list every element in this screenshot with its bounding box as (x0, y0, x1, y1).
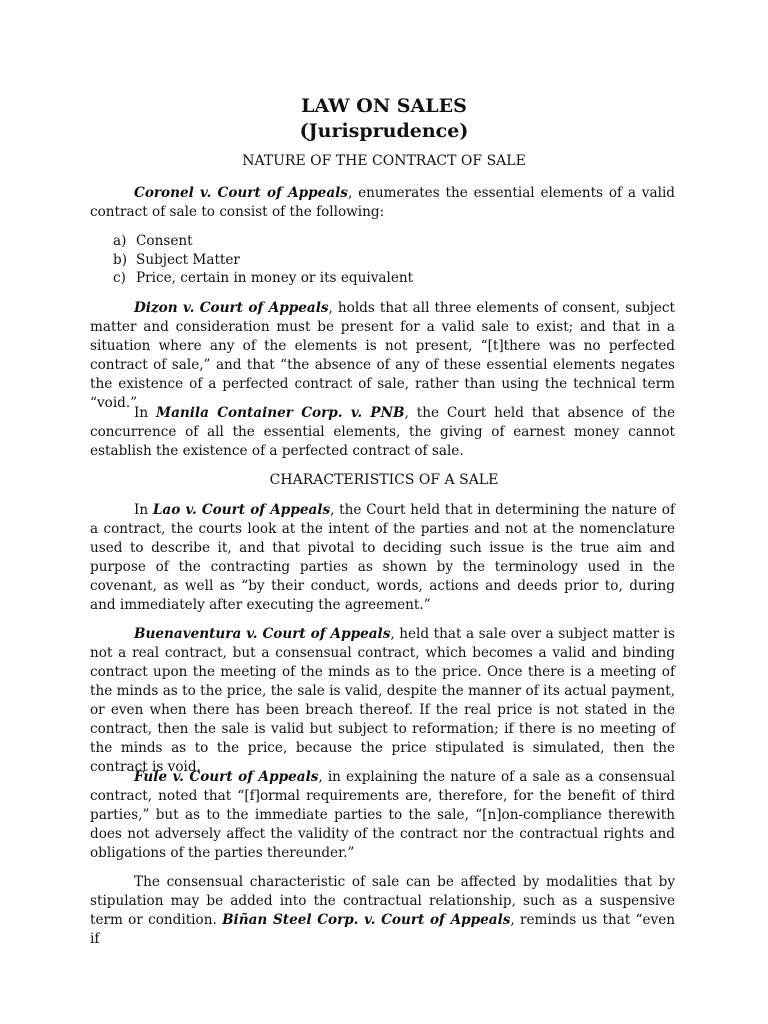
list-item-text: Consent (136, 233, 193, 249)
case-name-coronel: Coronel v. Court of Appeals (134, 185, 348, 201)
case-name-buenaventura: Buenaventura v. Court of Appeals (134, 626, 391, 642)
paragraph-text: , held that a sale over a subject matter is not a real contract, but a consensual contract, which becomes a valid and binding contract upon the meeting of the minds as to the price. Once there is a meeting of the minds as to the price, the sale is valid, despite the manner of its actual payment, or even when there has been breach thereof. If the real price is not stated in the contract, then the sale is valid but subject to reformation; if there is no meeting of the minds as to the price, because the price stipulated is simulated, then the contract is void. (90, 626, 675, 775)
paragraph-dizon (90, 299, 675, 413)
list-item (113, 251, 673, 270)
document-title: LAW ON SALES (301, 95, 467, 117)
case-name-fule: Fule v. Court of Appeals (134, 769, 319, 785)
list-item (113, 232, 673, 251)
paragraph-binan (90, 873, 675, 949)
paragraph-coronel (90, 184, 675, 222)
paragraph-text: , the Court held that absence of the concurrence of all the essential elements, the giving of earnest money cannot establish the existence of a perfected contract of sale. (90, 405, 676, 459)
case-name-lao: Lao v. Court of Appeals (152, 502, 331, 518)
list-item-text: Subject Matter (136, 251, 240, 268)
list-marker: c) (113, 270, 126, 286)
list-item-text: Price, certain in money or its equivalent (136, 270, 414, 286)
elements-list (113, 232, 673, 288)
paragraph-fule (90, 768, 675, 863)
paragraph-manila-container (90, 404, 675, 461)
paragraph-text: The consensual characteristic of sale can be affected by modalities that by stipulation may be added into the contractual relationship, such as a suspensive term or condition. (90, 874, 675, 928)
list-marker: a) (113, 233, 127, 249)
list-marker: b) (113, 251, 128, 268)
paragraph-prefix: In (134, 502, 153, 518)
case-name-dizon: Dizon v. Court of Appeals (134, 300, 329, 316)
paragraph-lao (90, 501, 675, 615)
section-heading-nature: NATURE OF THE CONTRACT OF SALE (242, 153, 526, 169)
document-subtitle: (Jurisprudence) (299, 120, 469, 142)
paragraph-text: , in explaining the nature of a sale as a consensual contract, noted that “[f]ormal requirements are, therefore, for the benefit of third parties,” but as to the immediate parties to the sale, “[n]on-compliance therewith does not adversely affect the validity of the contract nor the contractual rights and obligations of the parties thereunder.” (90, 769, 675, 861)
paragraph-text: , enumerates the essential elements of a valid contract of sale to consist of the following: (90, 185, 675, 220)
paragraph-suffix: , reminds us that “even if (90, 912, 676, 947)
paragraph-buenaventura (90, 625, 675, 777)
paragraph-prefix: In (134, 405, 157, 421)
case-name-manila-container: Manila Container Corp. v. PNB (156, 405, 405, 421)
paragraph-text: , holds that all three elements of consent, subject matter and consideration must be present for a valid sale to exist; and that in a situation where any of the elements is not present, “[t]there was no perfected contract of sale,” and that “the absence of any of these essential elements negates the existence of a perfected contract of sale, rather than using the technical term “void.” (90, 300, 675, 411)
case-name-binan: Biñan Steel Corp. v. Court of Appeals (222, 912, 511, 928)
list-item (113, 269, 673, 288)
section-heading-characteristics: CHARACTERISTICS OF A SALE (269, 472, 499, 488)
paragraph-text: , the Court held that in determining the nature of a contract, the courts look at the intent of the parties and not at the nomenclature used to describe it, and that pivotal to deciding such issue is the true aim and purpose of the contracting parties as shown by the terminology used in the covenant, as well as “by their conduct, words, actions and deeds prior to, during and immediately after executing the agreement.” (90, 502, 675, 613)
